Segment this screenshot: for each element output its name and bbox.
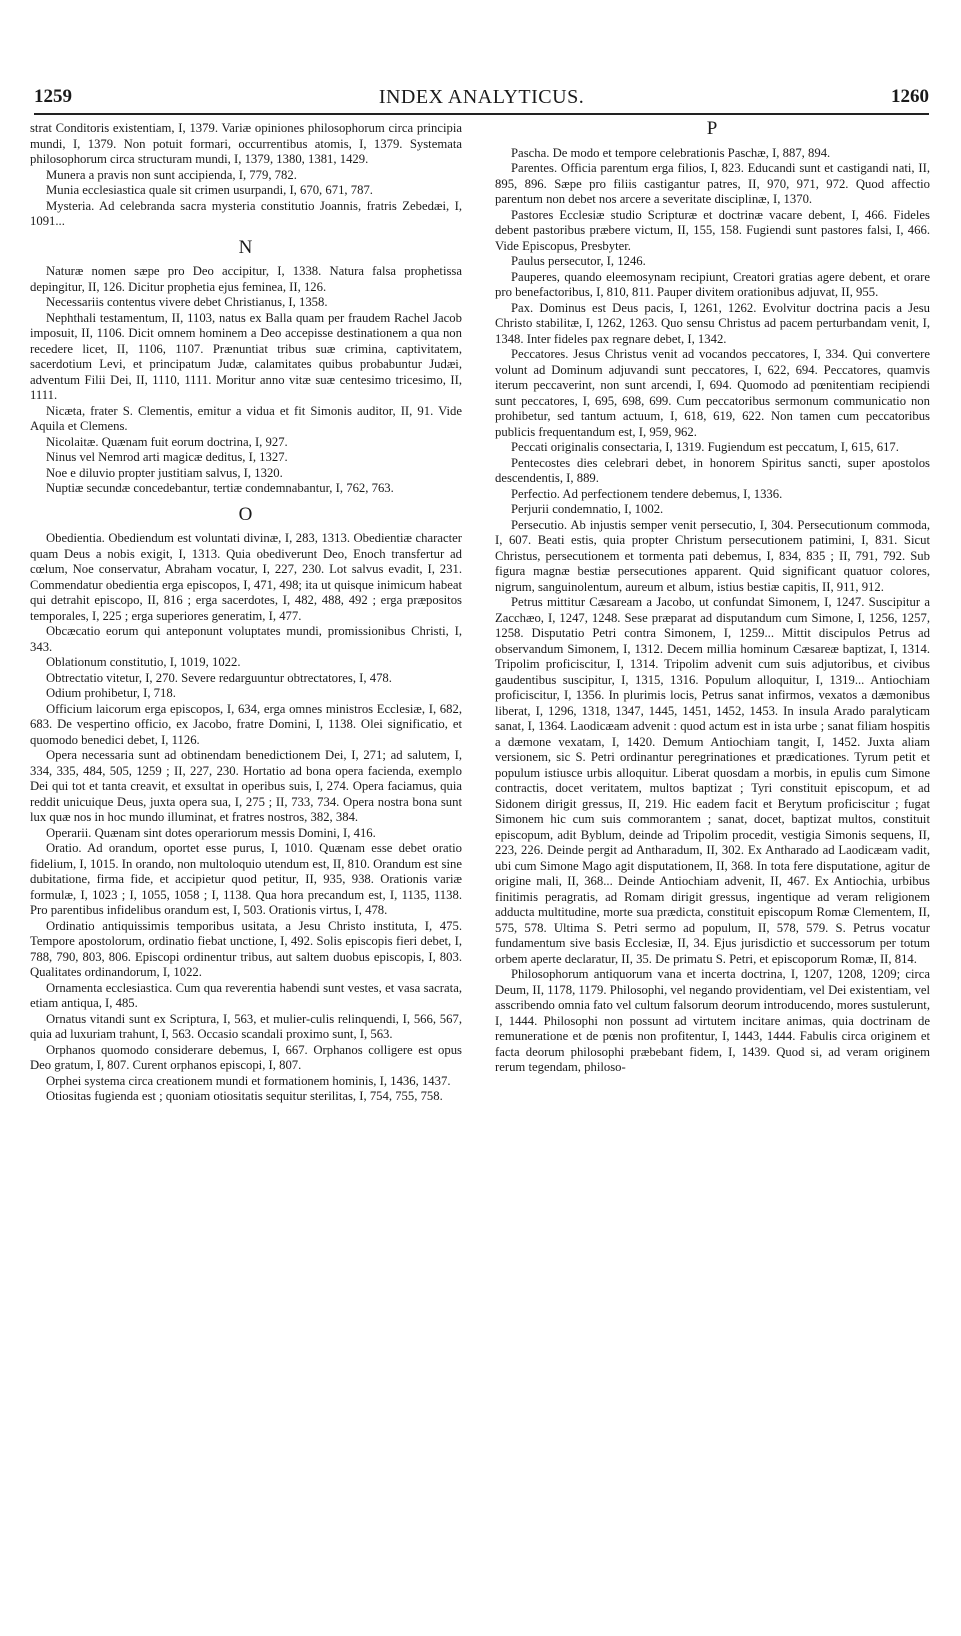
index-entry: Orphanos quomodo considerare debemus, I, 667. Orphanos colligere est opus Deo gratum, I, 807. Curent orphanos episcopi, I, 807. — [30, 1042, 462, 1072]
index-entry: Petrus mittitur Cæsaream a Jacobo, ut confundat Simonem, I, 1247. Suscipitur a Zacchæo, I, 1247, 1248. Sese præparat ad disputandum cum Simone, I, 1256, 1257, 1258. Disputatio Petri contra Simonem, I, 1259... Mittit discipulos Petrus ad observandum Simonem, I, 1312. Decem millia hominum Cæsareæ baptizat, I, 1314. Tripolim proficiscitur, I, 1314. Tripolim advenit cum suis adjutoribus, et civibus gaudentibus suscipitur, I, 1315, 1316. Populum alloquitur, I, 1319... Antiochiam proficiscitur, I, 1356. In plurimis locis, Petrus sanat infirmos, vexatos a dæmonibus liberat, I, 1296, 1318, 1347, 1445, 1451, 1452, 1453. In insula Arado paralyticam sanat, I, 1364. Laodicæam advenit : quod actum est in ista urbe ; sanat filiam hospitis a dæmone vexatam, I, 1420. Demum Antiochiam tangit, I, 1452. Juxta aliam versionem, sic S. Petri ordinantur peregrinationes et prædicationes. Tyrum petit et populum istiusce urbis alloquitur. Liberat quosdam a morbis, in epulis cum Simone contractis, docet veritatem, multos baptizat ; Tyri constituit episcopum, et ad Sidonem dirigit gressus, II, 219. Hic eadem facit et Berytum proficiscitur ; fugat Simonem hic cum suis commorantem ; sanat, docet, baptizat multos, constituit episcopum, adit Byblum, deinde ad Tripolim procedit, vestigia Simonis sequens, II, 223, 226. Deinde pergit ad Antharadum, II, 302. Ex Antharado ad Laodicæam vadit, ubi cum Simone Mago agit disputationem, II, 368. In tota fere disputatione, agitur de origine mali, II, 368... Deinde Antiochiam advenit, II, 467. Ex Antiochia, urbibus finitimis peragratis, ad Romam dirigit gressus, ingentique ad veram religionem adducta multitudine, morte sua prædicta, constituit episcopum Romæ Clementem, II, 575, 578. Ultima S. Petri sermo ad populum, II, 578, 579. S. Petrus vocatur fundamentum sive basis Ecclesiæ, II, 34. Ejus jurisdictio et successorum per totum orbem aperte declaratur, II, 35. De primatu S. Petri, et episcoporum Romæ, II, 814. — [495, 595, 930, 966]
right-column — [495, 118, 930, 1076]
index-entry: Pentecostes dies celebrari debet, in honorem Spiritus sancti, super apostolos descendentis, I, 889. — [495, 455, 930, 485]
header-rule — [34, 113, 929, 115]
index-entry: Orphei systema circa creationem mundi et formationem hominis, I, 1436, 1437. — [46, 1073, 451, 1088]
page-number-right: 1260 — [891, 86, 929, 107]
index-entry: Obcæcatio eorum qui anteponunt voluptates mundi, promissionibus Christi, I, 343. — [30, 624, 462, 654]
index-entry: Ninus vel Nemrod arti magicæ deditus, I, 1327. — [46, 450, 288, 464]
index-entry: Perfectio. Ad perfectionem tendere debemus, I, 1336. — [511, 486, 783, 501]
left-column — [30, 121, 462, 1105]
index-entry: Parentes. Officia parentum erga filios, I, 823. Educandi sunt et castigandi nati, II, 895, 896. Sæpe pro filiis castigantur patres, II, 970, 971, 972. Quod affectio parentum non debet nos arcere a severitate disciplinæ, I, 1370. — [495, 161, 930, 206]
index-entry: Ornamenta ecclesiastica. Cum qua reverentia habendi sunt vestes, et vasa sacrata, etiam antiqua, I, 485. — [30, 980, 462, 1010]
index-entry: Perjurii condemnatio, I, 1002. — [511, 502, 664, 516]
index-entry: Noe e diluvio propter justitiam salvus, I, 1320. — [46, 465, 283, 480]
index-entry: Officium laicorum erga episcopos, I, 634, erga omnes ministros Ecclesiæ, I, 682, 683. De vespertino officio, ex Jacobo, fratre Domini, I, 1138. Olei significatio, et quomodo benedici debet, I, 1126. — [30, 701, 462, 747]
index-entry: Naturæ nomen sæpe pro Deo accipitur, I, 1338. Natura falsa prophetissa depingitur, II, 126. Dicitur prophetia ejus feminea, II, 126. — [30, 264, 462, 294]
index-entry: Mysteria. Ad celebranda sacra mysteria constitutio Joannis, fratris Zebedæi, I, 1091... — [30, 198, 462, 228]
index-entry: Philosophorum antiquorum vana et incerta doctrina, I, 1207, 1208, 1209; circa Deum, II, 1178, 1179. Philosophi, vel negando providentiam, vel Dei existentiam, vel asscribendo omnia fato vel cultum falsorum deorum introducendo, mores sustulerunt, I, 1444. Philosophi non possunt ad virtutem incitare animas, quia doctrinam de remuneratione et de pœnis non profitentur, I, 1443, 1444. Fabulis circa originem et facta deorum philosophi præbebant fidem, I, 1439. Quod si, ad veram originem rerum tegendam, philoso- — [495, 967, 930, 1074]
index-entry: strat Conditoris existentiam, I, 1379. Variæ opiniones philosophorum circa principia mundi, I, 1379. Non potuit formari, occurrentibus atomis, I, 1379. Systemata philosophorum circa structuram mundi, I, 1379, 1380, 1381, 1429. — [30, 121, 462, 166]
index-entry: Nicæta, frater S. Clementis, emitur a vidua et fit Simonis auditor, II, 91. Vide Aquila et Clemens. — [30, 403, 462, 433]
section-letter-o: O — [238, 503, 254, 525]
page-number-left: 1259 — [34, 86, 72, 107]
index-entry: Pax. Dominus est Deus pacis, I, 1261, 1262. Evolvitur doctrina pacis a Jesu Christo stabilitæ, I, 1262, 1263. Quo sensu Christus ad pacem perturbandam venit, I, 1348. Inter fideles pax regnare debet, I, 1342. — [495, 300, 930, 346]
index-entry: Pascha. De modo et tempore celebrationis Paschæ, I, 887, 894. — [511, 145, 831, 160]
index-entry: Peccati originalis consectaria, I, 1319. Fugiendum est peccatum, I, 615, 617. — [511, 440, 899, 454]
section-letter-p: P — [706, 118, 719, 139]
index-entry: Nephthali testamentum, II, 1103, natus ex Balla quam per fraudem Rachel Jacob imposuit, II, 1106. Dicit omnem hominem a Deo accepisse destinationem a qua non recedere licet, II, 1106, 1107. Prænuntiat tribus suæ crimina, captivitatem, sacerdotium Levi, et principatum Judæ, calamitates quibus probabuntur Judæi, adventum Filii Dei, II, 1110, 1111. Moritur anno vitæ suæ centesimo tricesimo, II, 1111. — [30, 310, 462, 402]
section-letter-n: N — [238, 236, 254, 258]
index-entry: Ordinatio antiquissimis temporibus usitata, a Jesu Christo instituta, I, 475. Tempore apostolorum, ordinatio fiebat unctione, I, 492. Solis episcopis fieri debet, I, 788, 790, 803, 806. Episcopi ordinentur tribus, aut saltem duobus episcopis, I, 803. Qualitates ordinandorum, I, 1022. — [30, 918, 462, 979]
page-header — [34, 86, 929, 114]
index-entry: Necessariis contentus vivere debet Christianus, I, 1358. — [46, 295, 328, 309]
index-entry: Munera a pravis non sunt accipienda, I, 779, 782. — [46, 167, 297, 182]
index-entry: Munia ecclesiastica quale sit crimen usurpandi, I, 670, 671, 787. — [46, 183, 373, 197]
index-entry: Ornatus vitandi sunt ex Scriptura, I, 563, et mulier-culis relinquendi, I, 566, 567, quia ad luxuriam trahunt, I, 563. Occasio scandali proximo sunt, I, 563. — [30, 1011, 462, 1041]
index-entry: Paulus persecutor, I, 1246. — [511, 254, 646, 268]
index-entry: Nicolaitæ. Quænam fuit eorum doctrina, I, 927. — [46, 434, 288, 449]
index-entry: Opera necessaria sunt ad obtinendam benedictionem Dei, I, 271; ad salutem, I, 334, 335, 484, 505, 1259 ; II, 227, 230. Hortatio ad bona opera facienda, exemplo Dei qui tot et tanta creavit, et exsultat in operibus suis, I, 274. Opera faciamus, quia reddit unicuique Deus, juxta opera sua, I, 275 ; II, 733, 734. Opera nostra bona sunt lux quæ nos in hoc mundo illuminat, et fratres nostros, 382, 384. — [30, 748, 462, 824]
running-title: INDEX ANALYTICUS. — [378, 86, 585, 108]
index-entry: Nuptiæ secundæ concedebantur, tertiæ condemnabantur, I, 762, 763. — [46, 481, 394, 495]
index-entry: Oratio. Ad orandum, oportet esse purus, I, 1010. Quænam esse debet oratio fidelium, I, 1015. In orando, non multoloquio utendum est, II, 810. Orandum est sine dubitatione, firma fide, et accipietur quod petitur, II, 935, 938. Orationis variæ formulæ, I, 1023 ; I, 1055, 1058 ; I, 1138. Qua hora precandum est, I, 1135, 1138. Pro parentibus infidelibus orandum est, I, 503. Orationis virtus, I, 478. — [30, 841, 462, 917]
index-entry: Obtrectatio vitetur, I, 270. Severe redarguuntur obtrectatores, I, 478. — [46, 670, 392, 685]
index-entry: Obedientia. Obediendum est voluntati divinæ, I, 283, 1313. Obedientiæ character quam Deus a nobis exigit, I, 1313. Quia obediverunt Deo, Enoch transfertur ad cœlum, Noe conservatur, Abraham vocatur, I, 227, 230. Lot salvus evadit, I, 231. Commendatur obedientia erga episcopos, I, 471, 498; ita ut quisque inimicum habeat qui detrahit episcopo, II, 816 ; erga sacerdotes, I, 482, 488, 492 ; erga præpositos temporales, I, 225 ; erga superiores generatim, I, 477. — [30, 531, 462, 623]
index-entry: Persecutio. Ab injustis semper venit persecutio, I, 304. Persecutionum commoda, I, 607. Beati estis, quia propter Christum persecutionem patimini, I, 831. Sicut Christus, persecutionem et tormenta pati debemus, I, 834, 835 ; II, 791, 792. Sub figura magnæ bestiæ persecutiones apparent. Quid significant quatuor colores, nigrum, sanguinolentum, aureum et album, istius bestiæ capitis, II, 911, 912. — [495, 517, 930, 594]
index-entry: Pauperes, quando eleemosynam recipiunt, Creatori gratias agere debent, et orare pro benefactoribus, I, 810, 811. Pauper divitem orationibus adjuvat, II, 955. — [495, 269, 930, 299]
index-entry: Oblationum constitutio, I, 1019, 1022. — [46, 655, 241, 669]
index-entry: Odium prohibetur, I, 718. — [46, 686, 176, 700]
index-entry: Peccatores. Jesus Christus venit ad vocandos peccatores, I, 334. Qui convertere volunt ad Dominum adjuvandi sunt peccatores, I, 622, 694. Peccatores, quamvis iterum peccaverint, non sunt arcendi, I, 694. Quomodo ad pœnitentiam recipiendi sunt peccatores, I, 695, 698, 699. Cum peccatoribus sermonum communicatio non prohibetur, sed tantum actuum, I, 618, 619, 622. Non tamen cum peccatoribus publicis frequentandum est, I, 959, 962. — [495, 347, 930, 439]
index-entry: Operarii. Quænam sint dotes operariorum messis Domini, I, 416. — [46, 825, 376, 840]
index-entry: Pastores Ecclesiæ studio Scripturæ et doctrinæ vacare debent, I, 466. Fideles debent pastoribus præbere victum, II, 155, 158. Fugiendi sunt pastores falsi, I, 466. Vide Episcopus, Presbyter. — [495, 207, 930, 253]
index-entry: Otiositas fugienda est ; quoniam otiositatis sequitur sterilitas, I, 754, 755, 758. — [46, 1089, 443, 1103]
